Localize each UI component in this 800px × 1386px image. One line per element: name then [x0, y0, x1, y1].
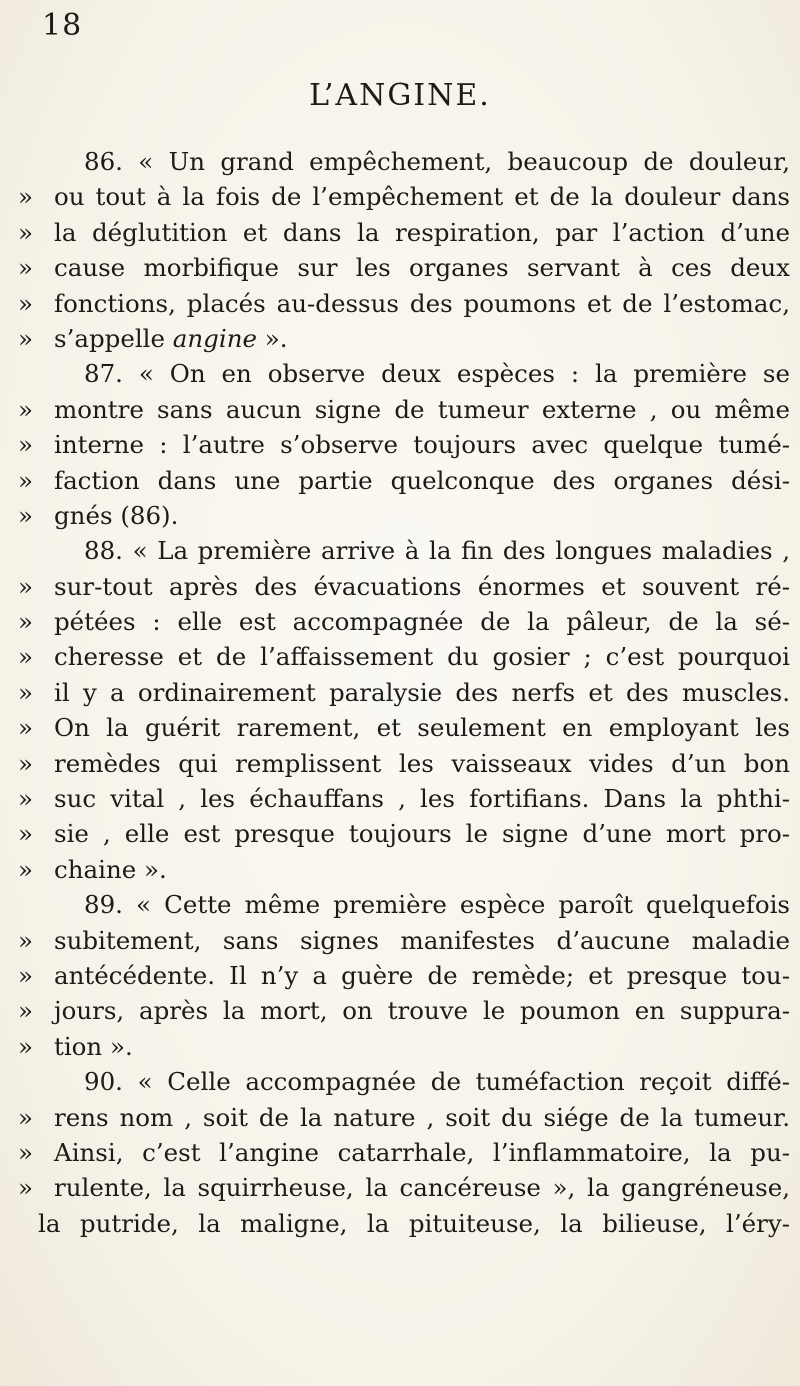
line-text: 88. « La première arrive à la fin des longues maladies , [84, 536, 790, 566]
margin-quote-mark: » [18, 394, 33, 424]
margin-quote-mark: » [18, 996, 33, 1026]
line-text: interne : l’autre s’observe toujours avec quelque tumé- [54, 430, 790, 460]
margin-quote-mark: » [18, 323, 33, 353]
margin-quote-mark: » [18, 571, 33, 601]
text-line [18, 144, 790, 179]
margin-quote-mark: » [18, 854, 33, 884]
line-text: s’appelle angine ». [54, 323, 288, 353]
line-text: pétées : elle est accompagnée de la pâleur, de la sé- [54, 607, 790, 637]
text-line [18, 710, 790, 745]
text-line [18, 215, 790, 250]
line-text: faction dans une partie quelconque des organes dési- [54, 465, 790, 495]
text-line [18, 498, 790, 533]
text-line [18, 746, 790, 781]
line-text: la déglutition et dans la respiration, par l’action d’une [54, 217, 790, 247]
text-line [18, 1100, 790, 1135]
page-number: 18 [42, 8, 83, 43]
margin-quote-mark: » [18, 748, 33, 778]
line-text: montre sans aucun signe de tumeur externe , ou même [54, 394, 790, 424]
line-text: antécédente. Il n’y a guère de remède; et presque tou- [54, 960, 790, 990]
line-text: subitement, sans signes manifestes d’aucune maladie [54, 925, 790, 955]
text-line [18, 852, 790, 887]
text-line [18, 179, 790, 214]
line-text: 90. « Celle accompagnée de tuméfaction reçoit diffé- [84, 1067, 790, 1097]
text-line [18, 958, 790, 993]
text-line [18, 250, 790, 285]
text-line [18, 604, 790, 639]
line-text: ou tout à la fois de l’empêchement et de la douleur dans [54, 182, 790, 212]
line-text: remèdes qui remplissent les vaisseaux vides d’un bon [54, 748, 790, 778]
text-line [18, 427, 790, 462]
margin-quote-mark: » [18, 713, 33, 743]
margin-quote-mark: » [18, 642, 33, 672]
line-text: fonctions, placés au-dessus des poumons et de l’estomac, [54, 288, 790, 318]
line-text: cause morbifique sur les organes servant à ces deux [54, 253, 790, 283]
line-text: 87. « On en observe deux espèces : la première se [84, 359, 790, 389]
margin-quote-mark: » [18, 288, 33, 318]
text-line [18, 1135, 790, 1170]
margin-quote-mark: » [18, 677, 33, 707]
line-text: rens nom , soit de la nature , soit du siége de la tumeur. [54, 1102, 790, 1132]
margin-quote-mark: » [18, 784, 33, 814]
line-text: suc vital , les échauffans , les fortifians. Dans la phthi- [54, 784, 790, 814]
margin-quote-mark: » [18, 925, 33, 955]
text-line [18, 923, 790, 958]
line-text: sur-tout après des évacuations énormes et souvent ré- [54, 571, 790, 601]
line-text: 86. « Un grand empêchement, beaucoup de douleur, [84, 147, 790, 176]
text-line [18, 675, 790, 710]
margin-quote-mark: » [18, 607, 33, 637]
text-line [18, 321, 790, 356]
line-text: il y a ordinairement paralysie des nerfs et des muscles. [54, 677, 790, 707]
text-line [18, 993, 790, 1028]
text-line [18, 463, 790, 498]
line-text: On la guérit rarement, et seulement en employant les [54, 713, 790, 743]
line-text: la putride, la maligne, la pituiteuse, la bilieuse, l’éry- [38, 1208, 790, 1238]
text-line [18, 1170, 790, 1205]
line-text: cheresse et de l’affaissement du gosier ; c’est pourquoi [54, 642, 790, 672]
text-line [18, 356, 790, 391]
line-text: 89. « Cette même première espèce paroît quelquefois [84, 890, 790, 920]
margin-quote-mark: » [18, 1102, 33, 1132]
text-line [18, 1029, 790, 1064]
line-text: tion ». [54, 1031, 133, 1061]
line-text: gnés (86). [54, 500, 179, 530]
line-text: rulente, la squirrheuse, la cancéreuse », la gangréneuse, [54, 1173, 790, 1203]
margin-quote-mark: » [18, 500, 33, 530]
margin-quote-mark: » [18, 253, 33, 283]
text-line [18, 569, 790, 604]
line-text: jours, après la mort, on trouve le poumon en suppura- [54, 996, 790, 1026]
margin-quote-mark: » [18, 1137, 33, 1167]
text-line [18, 1206, 790, 1241]
margin-quote-mark: » [18, 1031, 33, 1061]
margin-quote-mark: » [18, 217, 33, 247]
text-line [18, 781, 790, 816]
text-line [18, 887, 790, 922]
body-text [18, 144, 790, 1241]
text-line [18, 1064, 790, 1099]
running-head: L’ANGINE. [309, 78, 491, 113]
margin-quote-mark: » [18, 182, 33, 212]
text-line [18, 392, 790, 427]
margin-quote-mark: » [18, 465, 33, 495]
margin-quote-mark: » [18, 819, 33, 849]
line-text: chaine ». [54, 854, 167, 884]
text-line [18, 639, 790, 674]
text-line [18, 286, 790, 321]
margin-quote-mark: » [18, 960, 33, 990]
line-text: sie , elle est presque toujours le signe d’une mort pro- [54, 819, 790, 849]
margin-quote-mark: » [18, 430, 33, 460]
line-text: Ainsi, c’est l’angine catarrhale, l’inflammatoire, la pu- [54, 1137, 790, 1167]
text-line [18, 533, 790, 568]
text-line [18, 816, 790, 851]
margin-quote-mark: » [18, 1173, 33, 1203]
